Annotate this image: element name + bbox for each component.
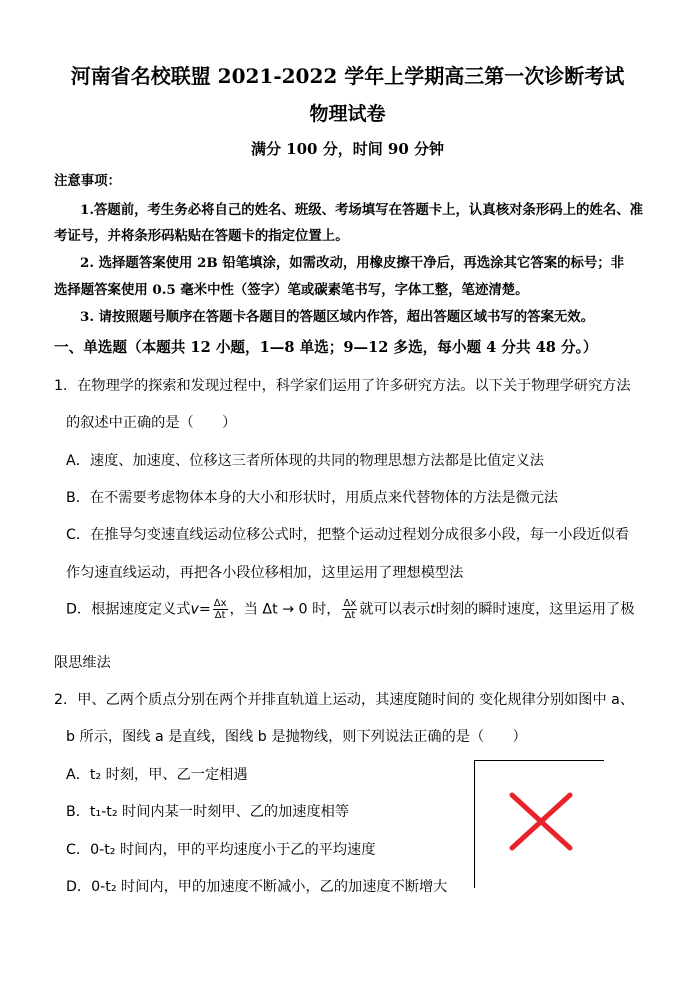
notice-item: 1.答题前，考生务必将自己的姓名、班级、考场填写在答题卡上，认真核对条形码上的姓名、准 [80, 202, 643, 218]
subject-title: 物理试卷 [309, 103, 386, 125]
notice-heading: 注意事项： [54, 173, 121, 189]
q1-stem: 1．在物理学的探索和发现过程中，科学家们运用了许多研究方法。以下关于物理学研究方法 [54, 378, 631, 394]
q1-option-d-text: D．根据速度定义式 [66, 601, 191, 618]
q2-option-b: B．t₁-t₂ 时间内某一时刻甲、乙的加速度相等 [66, 804, 350, 820]
q1-option-c-cont: 作匀速直线运动，再把各小段位移相加，这里运用了理想模型法 [66, 565, 464, 581]
notice-item: 选择题答案使用 0.5 毫米中性（签字）笔或碳素笔书写，字体工整，笔迹清楚。 [54, 282, 529, 298]
q2-option-c: C．0-t₂ 时间内，甲的平均速度小于乙的平均速度 [66, 842, 376, 858]
fraction-dx-dt [213, 598, 228, 621]
q1-stem-cont: 的叙述中正确的是（ ） [66, 415, 237, 431]
notice-item: 3. 请按照题号顺序在答题卡各题目的答题区域内作答，超出答题区域书写的答案无效。 [80, 309, 595, 325]
section-heading: 一、单选题（本题共 12 小题，1—8 单选；9—12 多选，每小题 4 分共 48 分。） [54, 339, 598, 356]
q1-option-d-text: 时刻的瞬时速度，这里运用了极 [435, 601, 635, 618]
q2-option-a: A．t₂ 时刻，甲、乙一定相遇 [66, 767, 248, 783]
q1-option-d-text: ，当 Δt → 0 时， [229, 601, 341, 618]
q1-option-c: C．在推导匀变速直线运动位移公式时，把整个运动过程划分成很多小段，每一小段近似看 [66, 527, 630, 543]
velocity-symbol: v [190, 601, 199, 618]
fraction-dx-dt [342, 598, 357, 621]
q2-option-d: D．0-t₂ 时间内，甲的加速度不断减小，乙的加速度不断增大 [66, 879, 448, 895]
exam-meta: 满分 100 分，时间 90 分钟 [250, 140, 445, 158]
q2-stem-cont: b 所示，图线 a 是直线，图线 b 是抛物线，则下列说法正确的是（ ） [66, 729, 527, 745]
q1-option-d-text: 就可以表示 [359, 601, 431, 618]
fraction-denominator: Δt [214, 610, 226, 621]
fraction-numerator: Δx [213, 598, 227, 609]
q1-option-d-cont: 限思维法 [54, 655, 111, 671]
q1-option-d [66, 598, 634, 621]
notice-item: 2. 选择题答案使用 2B 铅笔填涂，如需改动，用橡皮擦干净后，再选涂其它答案的标号；非 [80, 255, 625, 271]
q2-stem: 2．甲、乙两个质点分别在两个并排直轨道上运动，其速度随时间的 变化规律分别如图中 a、 [54, 692, 635, 708]
q1-option-a: A．速度、加速度、位移这三者所体现的共同的物理思想方法都是比值定义法 [66, 453, 544, 469]
fraction-numerator: Δx [343, 598, 357, 609]
broken-image-icon [474, 760, 604, 888]
q2-figure-placeholder [474, 760, 604, 888]
fraction-denominator: Δt [344, 610, 356, 621]
exam-title: 河南省名校联盟 2021-2022 学年上学期高三第一次诊断考试 [70, 64, 625, 88]
time-symbol: t [430, 601, 436, 618]
notice-item: 考证号，并将条形码粘贴在答题卡的指定位置上。 [54, 228, 349, 244]
equals-sign: = [198, 601, 211, 618]
q1-option-b: B．在不需要考虑物体本身的大小和形状时，用质点来代替物体的方法是微元法 [66, 490, 559, 506]
